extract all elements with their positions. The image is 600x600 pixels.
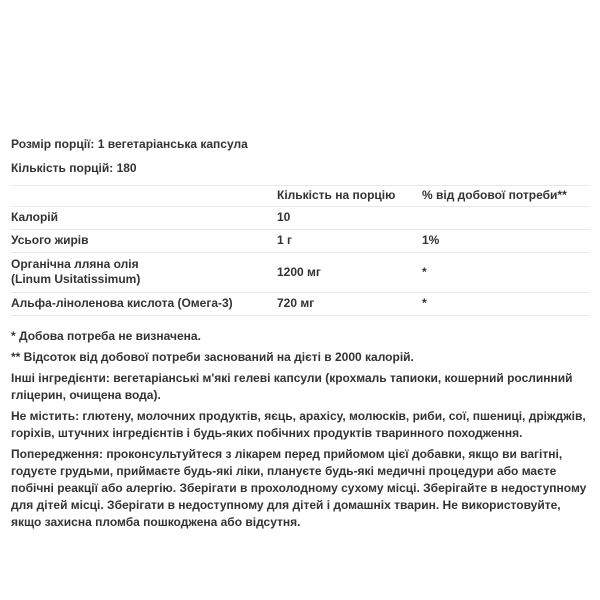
daily-value xyxy=(422,207,590,230)
daily-value: * xyxy=(422,253,590,293)
nutrient-latin-name: (Linum Usitatissimum) xyxy=(11,272,141,286)
other-ingredients-text: Інші інгредієнти: вегетаріанські м'які гелеві капсули (крохмаль тапиоки, кошерний рослинний гліцерин, очищена вода). xyxy=(11,371,573,402)
nutrient-name: Калорій xyxy=(11,207,277,230)
nutrient-name: Усього жирів xyxy=(11,230,277,253)
nutrient-name-line: Органічна лляна олія xyxy=(11,257,139,271)
daily-value: * xyxy=(422,293,590,316)
table-row xyxy=(11,253,590,293)
amount-value: 720 мг xyxy=(277,293,422,316)
free-of-text: Не містить: глютену, молочних продуктів, яєць, арахісу, молюсків, риби, сої, пшениці, дріжджів, горіхів, штучних інгредієнтів і будь-яких побічних продуктів тваринного походження. xyxy=(11,409,586,440)
daily-value: 1% xyxy=(422,230,590,253)
daily-value-header: % від добової потреби** xyxy=(422,186,590,207)
table-row xyxy=(11,293,590,316)
table-row xyxy=(11,207,590,230)
footnote-percent-daily-value: ** Відсоток від добової потреби заснований на дієті в 2000 калорій. xyxy=(11,350,414,364)
amount-value: 10 xyxy=(277,207,422,230)
nutrient-column-header xyxy=(11,186,277,207)
footnotes-section xyxy=(11,328,590,531)
table-header-row xyxy=(11,186,590,207)
supplement-facts-table xyxy=(11,185,590,316)
servings-count-text: Кількість порцій: 180 xyxy=(11,161,137,175)
nutrient-name xyxy=(11,253,277,293)
footnote-daily-value-not-established: * Добова потреба не визначена. xyxy=(11,329,201,343)
table-row xyxy=(11,230,590,253)
amount-value: 1 г xyxy=(277,230,422,253)
nutrient-name: Альфа-ліноленова кислота (Омега-3) xyxy=(11,293,277,316)
amount-value: 1200 мг xyxy=(277,253,422,293)
warnings-text: Попередження: проконсультуйтеся з лікарем перед прийомом цієї добавки, якщо ви вагітні, годуєте грудьми, приймаєте будь-які ліки, плануєте будь-які медичні процедури або маєте побічні реакції або алергію. Зберігати в прохолодному сухому місці. Зберігайте в недоступному для дітей місці. Зберігати в недоступному для дітей і домашніх тварин. Не використовуйте, якщо захисна пломба пошкоджена або відсутня. xyxy=(11,447,587,529)
serving-size-text: Розмір порції: 1 вегетаріанська капсула xyxy=(11,137,248,151)
amount-per-serving-header: Кількість на порцію xyxy=(277,186,422,207)
